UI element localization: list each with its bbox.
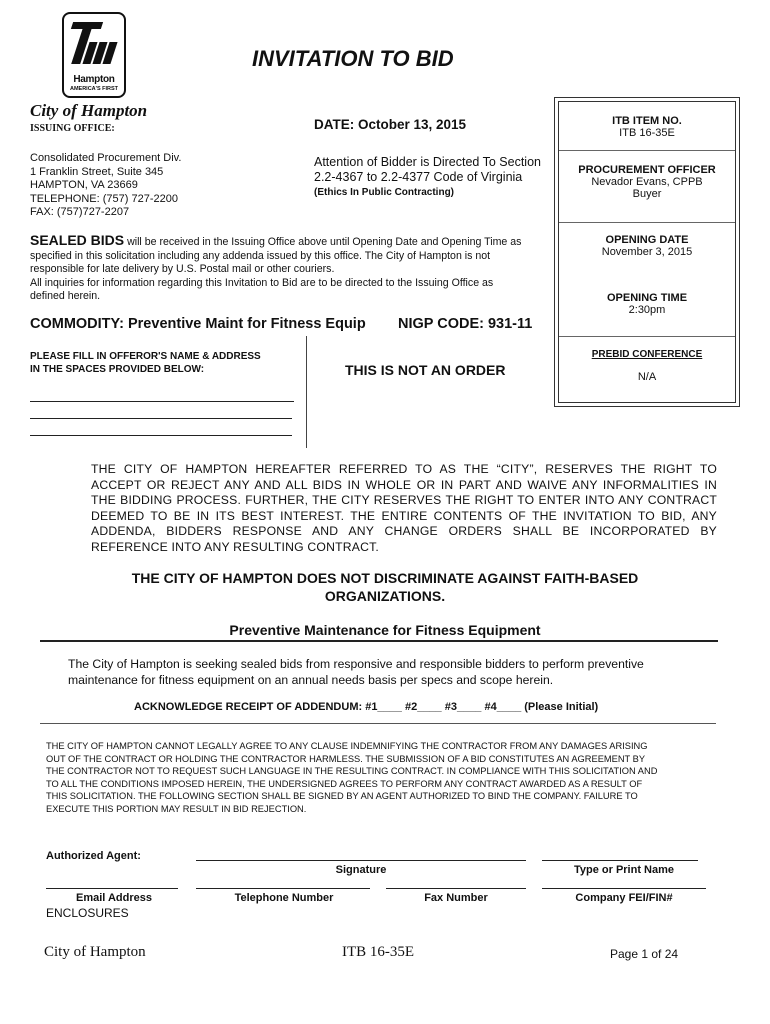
offeror-line: IN THE SPACES PROVIDED BELOW:: [30, 364, 205, 375]
telephone-label: Telephone Number: [234, 892, 334, 904]
reserves-line: THE BIDDING PROCESS. FURTHER, THE CITY RESERVES THE RIGHT TO ENTER INTO ANY CONTRACT: [91, 493, 717, 507]
authorized-agent-label: Authorized Agent:: [46, 850, 141, 862]
offeror-instructions: [30, 350, 261, 376]
officer-title: Buyer: [632, 188, 662, 200]
ethics-note: (Ethics In Public Contracting): [314, 187, 455, 198]
offeror-divider: [306, 336, 307, 448]
print-name-field[interactable]: [542, 860, 698, 861]
legal-line: OUT OF THE CONTRACT OR HOLDING THE CONTRACTOR HARMLESS. THE SUBMISSION OF A BID CONSTITUTES AN AGREEMENT BY: [46, 753, 646, 764]
fax-field[interactable]: [386, 888, 526, 889]
legal-line: TO ALL THE CONDITIONS IMPOSED HEREIN, THE UNDERSIGNED AGREES TO PERFORM ANY CONTRACT AWARDED AS A RESULT OF: [46, 778, 643, 789]
page-title: INVITATION TO BID: [252, 46, 454, 71]
opening-date-label: OPENING DATE: [605, 234, 689, 246]
sealed-bids-line: All inquiries for information regarding this Invitation to Bid are to be directed to the Issuing Office as: [30, 276, 494, 289]
reserves-line: THE CITY OF HAMPTON HEREAFTER REFERRED TO AS THE “CITY”, RESERVES THE RIGHT TO: [91, 462, 717, 476]
enclosures-label: ENCLOSURES: [46, 906, 129, 920]
bid-date: DATE: October 13, 2015: [314, 117, 467, 132]
sealed-bids-line: defined herein.: [30, 290, 101, 303]
nigp-code: NIGP CODE: 931-11: [398, 316, 533, 332]
itb-item-cell: [559, 102, 735, 151]
itb-info-box: [554, 97, 740, 407]
commodity-line: COMMODITY: Preventive Maint for Fitness Equip: [30, 316, 366, 332]
footer-city: City of Hampton: [44, 944, 146, 960]
reserves-line: REFERENCE INTO ANY RESULTING CONTRACT.: [91, 539, 379, 554]
sealed-bids-line: will be received in the Issuing Office above until Opening Date and Opening Time as: [124, 236, 522, 248]
signature-label: Signature: [335, 864, 387, 876]
discrimination-line: ORGANIZATIONS.: [324, 588, 446, 604]
attention-line: Attention of Bidder is Directed To Section: [314, 155, 541, 169]
offeror-address-field[interactable]: [30, 418, 292, 419]
page-number: Page 1 of 24: [610, 947, 679, 961]
address-line: Consolidated Procurement Div.: [30, 152, 182, 164]
email-field[interactable]: [46, 888, 178, 889]
city-logo: [62, 12, 126, 98]
reserves-line: ADDENDA, BIDDERS RESPONSE AND ANY CHANGE ORDERS SHALL BE INCORPORATED BY: [91, 524, 717, 538]
legal-line: THIS SOLICITATION. THE FOLLOWING SECTION SHALL BE SIGNED BY AN AGENT AUTHORIZED TO BIND THE COMPANY. FAILURE TO: [46, 791, 638, 802]
prebid-cell: [559, 336, 735, 402]
prebid-value: N/A: [637, 371, 657, 383]
itb-item-label: ITB ITEM NO.: [612, 115, 682, 127]
opening-time-value: 2:30pm: [628, 304, 666, 316]
fein-label: Company FEI/FIN#: [575, 892, 673, 904]
reserves-paragraph: [91, 462, 717, 555]
officer-label: PROCUREMENT OFFICER: [578, 164, 716, 176]
opening-date-cell: [559, 222, 735, 278]
opening-time-label: OPENING TIME: [606, 292, 688, 304]
sealed-bids-notice: [30, 234, 552, 304]
itb-item-value: ITB 16-35E: [619, 127, 675, 139]
procurement-officer-cell: [559, 150, 735, 223]
sealed-bids-line: specified in this solicitation including any addenda issued by this office. The City of Hampton is not: [30, 249, 491, 262]
discrimination-line: THE CITY OF HAMPTON DOES NOT DISCRIMINATE AGAINST FAITH-BASED: [131, 570, 639, 586]
section-title-rule: [40, 640, 718, 642]
legal-line: EXECUTE THIS PORTION MAY RESULT IN BID REJECTION.: [46, 803, 307, 814]
issuer-city: City of Hampton: [30, 101, 148, 120]
signature-field[interactable]: [196, 860, 526, 861]
logo-tagline: AMERICA'S FIRST: [69, 86, 119, 92]
address-line: FAX: (757)727-2207: [30, 206, 130, 218]
addendum-rule: [40, 723, 716, 724]
officer-name: Nevador Evans, CPPB: [591, 176, 703, 188]
non-discrimination-statement: [60, 569, 710, 605]
address-line: 1 Franklin Street, Suite 345: [30, 165, 164, 178]
offeror-name-field[interactable]: [30, 401, 294, 402]
attention-note: [314, 155, 541, 200]
reserves-line: ACCEPT OR REJECT ANY AND ALL BIDS IN WHOLE OR IN PART AND WAIVE ANY INFORMALITIES IN: [91, 477, 717, 492]
section-title: Preventive Maintenance for Fitness Equipment: [229, 622, 541, 638]
logo-text: Hampton: [73, 74, 115, 85]
fein-field[interactable]: [542, 888, 706, 889]
prebid-label: PREBID CONFERENCE: [591, 349, 703, 360]
issuer-address: [30, 152, 181, 220]
attention-line: 2.2-4367 to 2.2-4377 Code of Virginia: [314, 170, 523, 184]
sealed-bids-line: responsible for late delivery by U.S. Postal mail or other couriers.: [30, 263, 335, 276]
print-name-label: Type or Print Name: [573, 864, 675, 876]
opening-time-cell: [559, 278, 735, 337]
not-an-order: THIS IS NOT AN ORDER: [345, 362, 506, 378]
offeror-line: PLEASE FILL IN OFFEROR'S NAME & ADDRESS: [30, 351, 261, 362]
offeror-address-field[interactable]: [30, 435, 292, 436]
telephone-field[interactable]: [196, 888, 370, 889]
reserves-line: DEEMED TO BE IN ITS BEST INTEREST. THE ENTIRE CONTENTS OF THE INVITATION TO BID, ANY: [91, 508, 717, 523]
legal-paragraph: [46, 740, 718, 816]
addendum-acknowledgement[interactable]: ACKNOWLEDGE RECEIPT OF ADDENDUM: #1____ #2____ #3____ #4____ (Please Initial): [134, 701, 599, 713]
intro-line: The City of Hampton is seeking sealed bids from responsive and responsible bidders to perform preventive: [68, 657, 644, 671]
legal-line: THE CITY OF HAMPTON CANNOT LEGALLY AGREE TO ANY CLAUSE INDEMNIFYING THE CONTRACTOR FROM ANY DAMAGES ARISING: [46, 741, 648, 751]
intro-paragraph: [68, 657, 644, 688]
address-line: HAMPTON, VA 23669: [30, 179, 138, 191]
legal-line: THE CONTRACTOR NOT TO REQUEST SUCH LANGUAGE IN THE RESULTING CONTRACT. IN COMPLIANCE WITH THIS SOLICITATION AND: [46, 766, 658, 777]
issuing-office-label: ISSUING OFFICE:: [30, 123, 115, 134]
sealed-bids-lead: SEALED BIDS: [30, 232, 125, 248]
intro-line: maintenance for fitness equipment on an annual needs basis per specs and scope herein.: [68, 672, 554, 687]
fax-label: Fax Number: [424, 892, 488, 904]
footer-itb: ITB 16-35E: [342, 944, 415, 960]
address-line: TELEPHONE: (757) 727-2200: [30, 192, 178, 205]
email-label: Email Address: [75, 892, 152, 904]
opening-date-value: November 3, 2015: [601, 246, 693, 258]
